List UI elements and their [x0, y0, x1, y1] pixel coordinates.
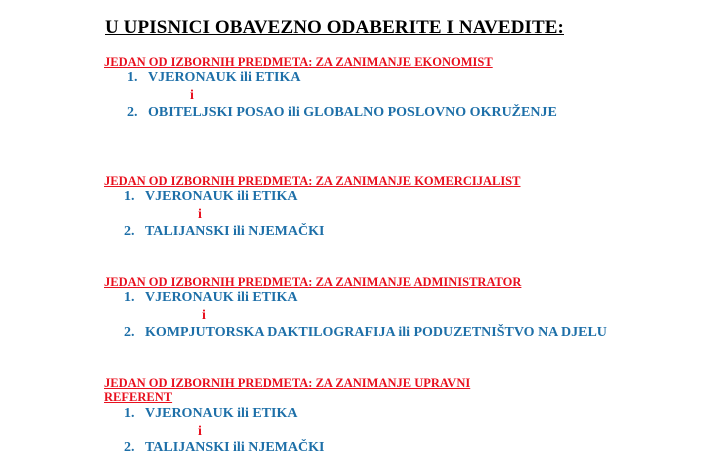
section-heading-komercijalist: JEDAN OD IZBORNIH PREDMETA: ZA ZANIMANJE KOMERCIJALIST	[104, 174, 521, 188]
subject-item-2-komercijalist	[124, 224, 324, 240]
conjunction-i-komercijalist: i	[198, 207, 202, 222]
item-number: 2.	[124, 224, 135, 239]
item-number: 2.	[124, 440, 135, 455]
subject-item-2-upravni-referent	[124, 440, 324, 456]
conjunction-i-ekonomist: i	[190, 88, 194, 103]
subject-item-1-ekonomist	[127, 70, 300, 86]
item-text: VJERONAUK ili ETIKA	[145, 406, 298, 421]
item-number: 2.	[124, 325, 135, 340]
section-heading-administrator: JEDAN OD IZBORNIH PREDMETA: ZA ZANIMANJE ADMINISTRATOR	[104, 275, 522, 289]
item-number: 2.	[127, 105, 138, 120]
item-text: VJERONAUK ili ETIKA	[145, 290, 298, 305]
item-text: KOMPJUTORSKA DAKTILOGRAFIJA ili PODUZETNIŠTVO NA DJELU	[145, 325, 607, 340]
item-text: TALIJANSKI ili NJEMAČKI	[145, 440, 325, 455]
section-heading-ekonomist: JEDAN OD IZBORNIH PREDMETA: ZA ZANIMANJE EKONOMIST	[104, 55, 493, 69]
subject-item-1-upravni-referent	[124, 406, 297, 422]
subject-item-1-komercijalist	[124, 189, 297, 205]
item-text: OBITELJSKI POSAO ili GLOBALNO POSLOVNO OKRUŽENJE	[148, 105, 557, 120]
item-number: 1.	[127, 70, 138, 85]
section-heading-upravni-referent: JEDAN OD IZBORNIH PREDMETA: ZA ZANIMANJE UPRAVNI REFERENT	[104, 376, 471, 404]
item-number: 1.	[124, 406, 135, 421]
item-number: 1.	[124, 290, 135, 305]
subject-item-1-administrator	[124, 290, 297, 306]
item-text: VJERONAUK ili ETIKA	[148, 70, 301, 85]
page-title: U UPISNICI OBAVEZNO ODABERITE I NAVEDITE:	[105, 17, 564, 38]
item-text: VJERONAUK ili ETIKA	[145, 189, 298, 204]
item-text: TALIJANSKI ili NJEMAČKI	[145, 224, 325, 239]
conjunction-i-administrator: i	[202, 308, 206, 323]
subject-item-2-administrator	[124, 325, 607, 341]
conjunction-i-upravni-referent: i	[198, 424, 202, 439]
item-number: 1.	[124, 189, 135, 204]
subject-item-2-ekonomist	[127, 105, 557, 121]
